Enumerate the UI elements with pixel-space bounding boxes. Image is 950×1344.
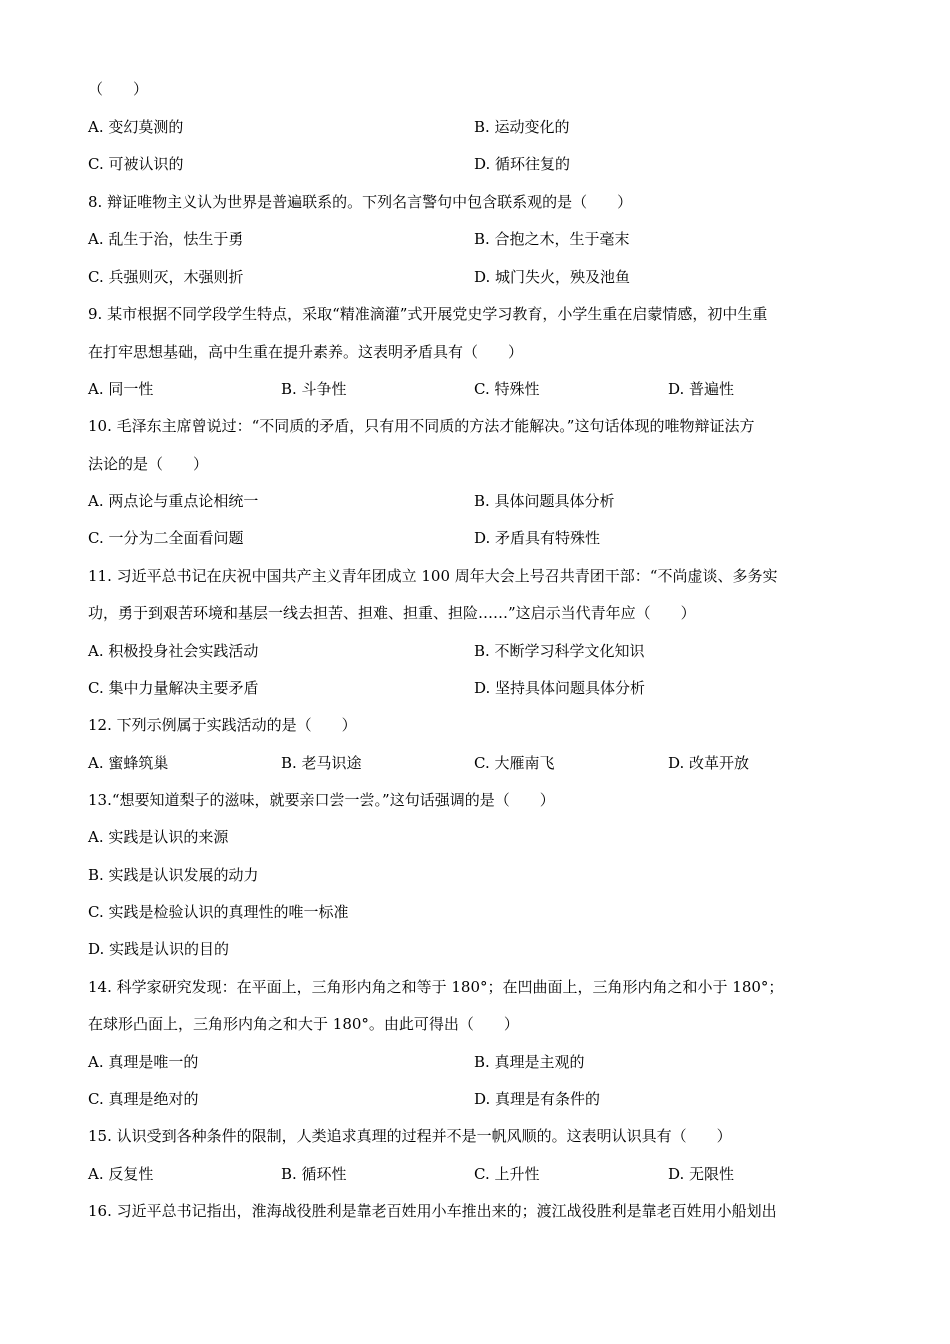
question-stem-line: 8. 辩证唯物主义认为世界是普遍联系的。下列名言警句中包含联系观的是（ ） bbox=[88, 193, 633, 211]
question-stem-line: 13.“想要知道梨子的滋味，就要亲口尝一尝。”这句话强调的是（ ） bbox=[88, 791, 555, 809]
option-d: D. 实践是认识的目的 bbox=[88, 940, 230, 958]
question-stem-line: 11. 习近平总书记在庆祝中国共产主义青年团成立 100 周年大会上号召共青团干部：“不尚虚谈、多务实 bbox=[88, 567, 778, 585]
option-d: D. 普遍性 bbox=[668, 380, 735, 398]
question-stem-line: 15. 认识受到各种条件的限制，人类追求真理的过程并不是一帆风顺的。这表明认识具有（ ） bbox=[88, 1127, 732, 1145]
option-d: D. 无限性 bbox=[668, 1165, 735, 1183]
option-a: A. 两点论与重点论相统一 bbox=[88, 492, 259, 510]
option-c: C. 真理是绝对的 bbox=[88, 1090, 199, 1108]
option-b: B. 运动变化的 bbox=[474, 118, 570, 136]
question-stem-line: 在打牢思想基础，高中生重在提升素养。这表明矛盾具有（ ） bbox=[88, 343, 524, 361]
option-c: C. 上升性 bbox=[474, 1165, 540, 1183]
question-stem-line: 16. 习近平总书记指出，淮海战役胜利是靠老百姓用小车推出来的；渡江战役胜利是靠老百姓用小船划出 bbox=[88, 1202, 777, 1220]
question-stem-line: 法论的是（ ） bbox=[88, 455, 209, 473]
option-a: A. 真理是唯一的 bbox=[88, 1053, 199, 1071]
option-a: A. 同一性 bbox=[88, 380, 154, 398]
option-a: A. 变幻莫测的 bbox=[88, 118, 184, 136]
option-b: B. 合抱之木，生于毫末 bbox=[474, 230, 630, 248]
question-stem-line: 功，勇于到艰苦环境和基层一线去担苦、担难、担重、担险……”这启示当代青年应（ ） bbox=[88, 604, 696, 622]
option-c: C. 大雁南飞 bbox=[474, 754, 555, 772]
option-a: A. 实践是认识的来源 bbox=[88, 828, 229, 846]
question-stem-line: 9. 某市根据不同学段学生特点，采取“精准滴灌”式开展党史学习教育，小学生重在启蒙情感，初中生重 bbox=[88, 305, 768, 323]
question-stem-line: 14. 科学家研究发现：在平面上，三角形内角之和等于 180°；在凹曲面上，三角形内角之和小于 180°； bbox=[88, 978, 784, 996]
option-d: D. 改革开放 bbox=[668, 754, 750, 772]
question-stem-line: 10. 毛泽东主席曾说过：“不同质的矛盾，只有用不同质的方法才能解决。”这句话体现的唯物辩证法方 bbox=[88, 417, 755, 435]
option-b: B. 斗争性 bbox=[281, 380, 347, 398]
option-c: C. 可被认识的 bbox=[88, 155, 184, 173]
option-b: B. 实践是认识发展的动力 bbox=[88, 866, 259, 884]
option-a: A. 反复性 bbox=[88, 1165, 154, 1183]
option-b: B. 不断学习科学文化知识 bbox=[474, 642, 645, 660]
option-b: B. 真理是主观的 bbox=[474, 1053, 585, 1071]
option-b: B. 老马识途 bbox=[281, 754, 362, 772]
option-c: C. 实践是检验认识的真理性的唯一标准 bbox=[88, 903, 349, 921]
option-d: D. 循环往复的 bbox=[474, 155, 571, 173]
option-d: D. 城门失火，殃及池鱼 bbox=[474, 268, 631, 286]
option-a: A. 积极投身社会实践活动 bbox=[88, 642, 259, 660]
option-c: C. 兵强则灭，木强则折 bbox=[88, 268, 244, 286]
option-c: C. 一分为二全面看问题 bbox=[88, 529, 244, 547]
option-a: A. 乱生于治，怯生于勇 bbox=[88, 230, 244, 248]
question-stem-line: 在球形凸面上，三角形内角之和大于 180°。由此可得出（ ） bbox=[88, 1015, 519, 1033]
question-stem-line: 12. 下列示例属于实践活动的是（ ） bbox=[88, 716, 357, 734]
option-b: B. 具体问题具体分析 bbox=[474, 492, 615, 510]
option-d: D. 坚持具体问题具体分析 bbox=[474, 679, 646, 697]
option-a: A. 蜜蜂筑巢 bbox=[88, 754, 169, 772]
question-stem-line: （ ） bbox=[88, 80, 149, 98]
option-b: B. 循环性 bbox=[281, 1165, 347, 1183]
option-d: D. 矛盾具有特殊性 bbox=[474, 529, 601, 547]
option-d: D. 真理是有条件的 bbox=[474, 1090, 601, 1108]
option-c: C. 集中力量解决主要矛盾 bbox=[88, 679, 259, 697]
option-c: C. 特殊性 bbox=[474, 380, 540, 398]
